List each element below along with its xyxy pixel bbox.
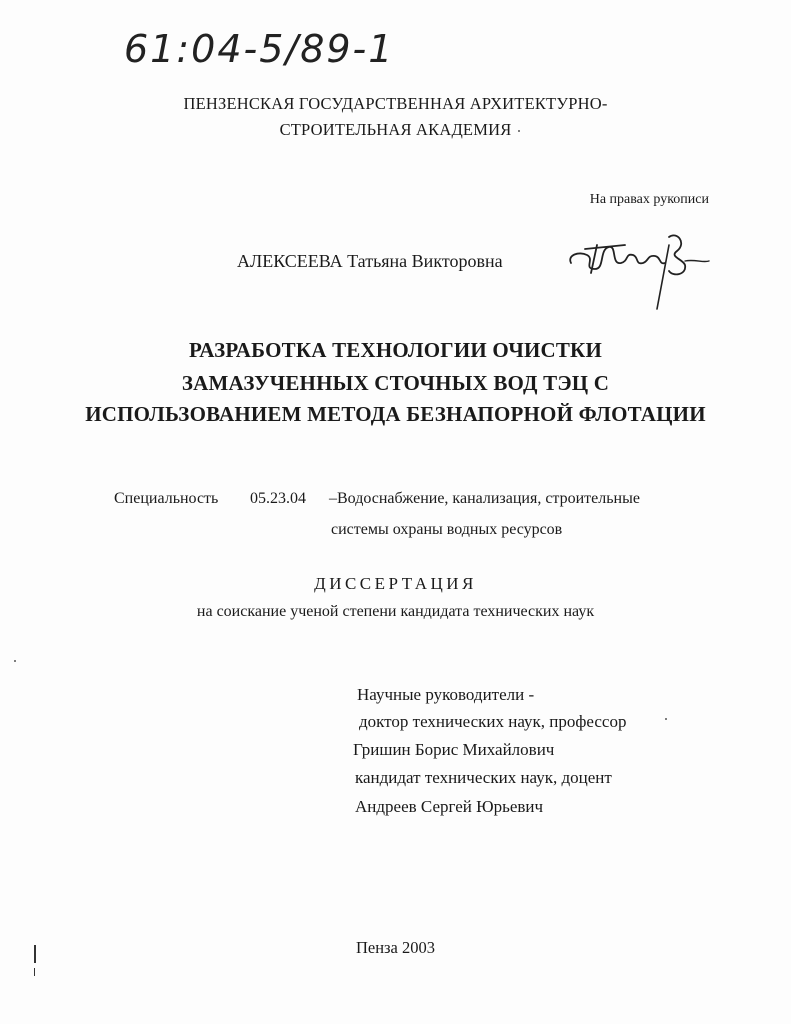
degree-statement: на соискание ученой степени кандидата технических наук: [196, 603, 595, 620]
supervisors-heading: Научные руководители -: [357, 685, 535, 704]
scan-margin-mark: [34, 945, 36, 963]
institution-line-1: ПЕНЗЕНСКАЯ ГОСУДАРСТВЕННАЯ АРХИТЕКТУРНО-: [183, 94, 608, 113]
supervisor-1-title: доктор технических наук, профессор: [359, 712, 627, 731]
supervisor-2-title: кандидат технических наук, доцент: [355, 768, 612, 787]
specialty-description-line-2: системы охраны водных ресурсов: [331, 521, 563, 538]
institution-line-2: СТРОИТЕЛЬНАЯ АКАДЕМИЯ: [279, 120, 512, 139]
handwritten-catalog-number: [120, 18, 420, 78]
scan-speck: [14, 660, 16, 662]
specialty-label: Специальность: [114, 490, 219, 507]
work-type-heading: ДИССЕРТАЦИЯ: [314, 574, 477, 593]
author-signature-icon: [565, 225, 715, 320]
specialty-description-line-1: –Водоснабжение, канализация, строительные: [329, 490, 640, 507]
supervisor-1-name: Гришин Борис Михайлович: [353, 740, 555, 759]
scan-speck: [518, 130, 520, 132]
scan-margin-mark: [34, 968, 35, 976]
title-line-3: ИСПОЛЬЗОВАНИЕМ МЕТОДА БЕЗНАПОРНОЙ ФЛОТАЦИИ: [85, 402, 706, 426]
handwritten-catalog-text: 61:04-5/89-1: [124, 27, 395, 71]
title-line-1: РАЗРАБОТКА ТЕХНОЛОГИИ ОЧИСТКИ: [188, 338, 603, 362]
title-line-2: ЗАМАЗУЧЕННЫХ СТОЧНЫХ ВОД ТЭЦ С: [181, 371, 610, 395]
city-and-year: Пенза 2003: [355, 938, 436, 957]
specialty-code: 05.23.04: [250, 490, 306, 507]
manuscript-rights-note: На правах рукописи: [589, 192, 709, 207]
author-name: АЛЕКСЕЕВА Татьяна Викторовна: [237, 251, 503, 271]
supervisor-2-name: Андреев Сергей Юрьевич: [355, 797, 544, 816]
scan-speck: [665, 718, 667, 720]
